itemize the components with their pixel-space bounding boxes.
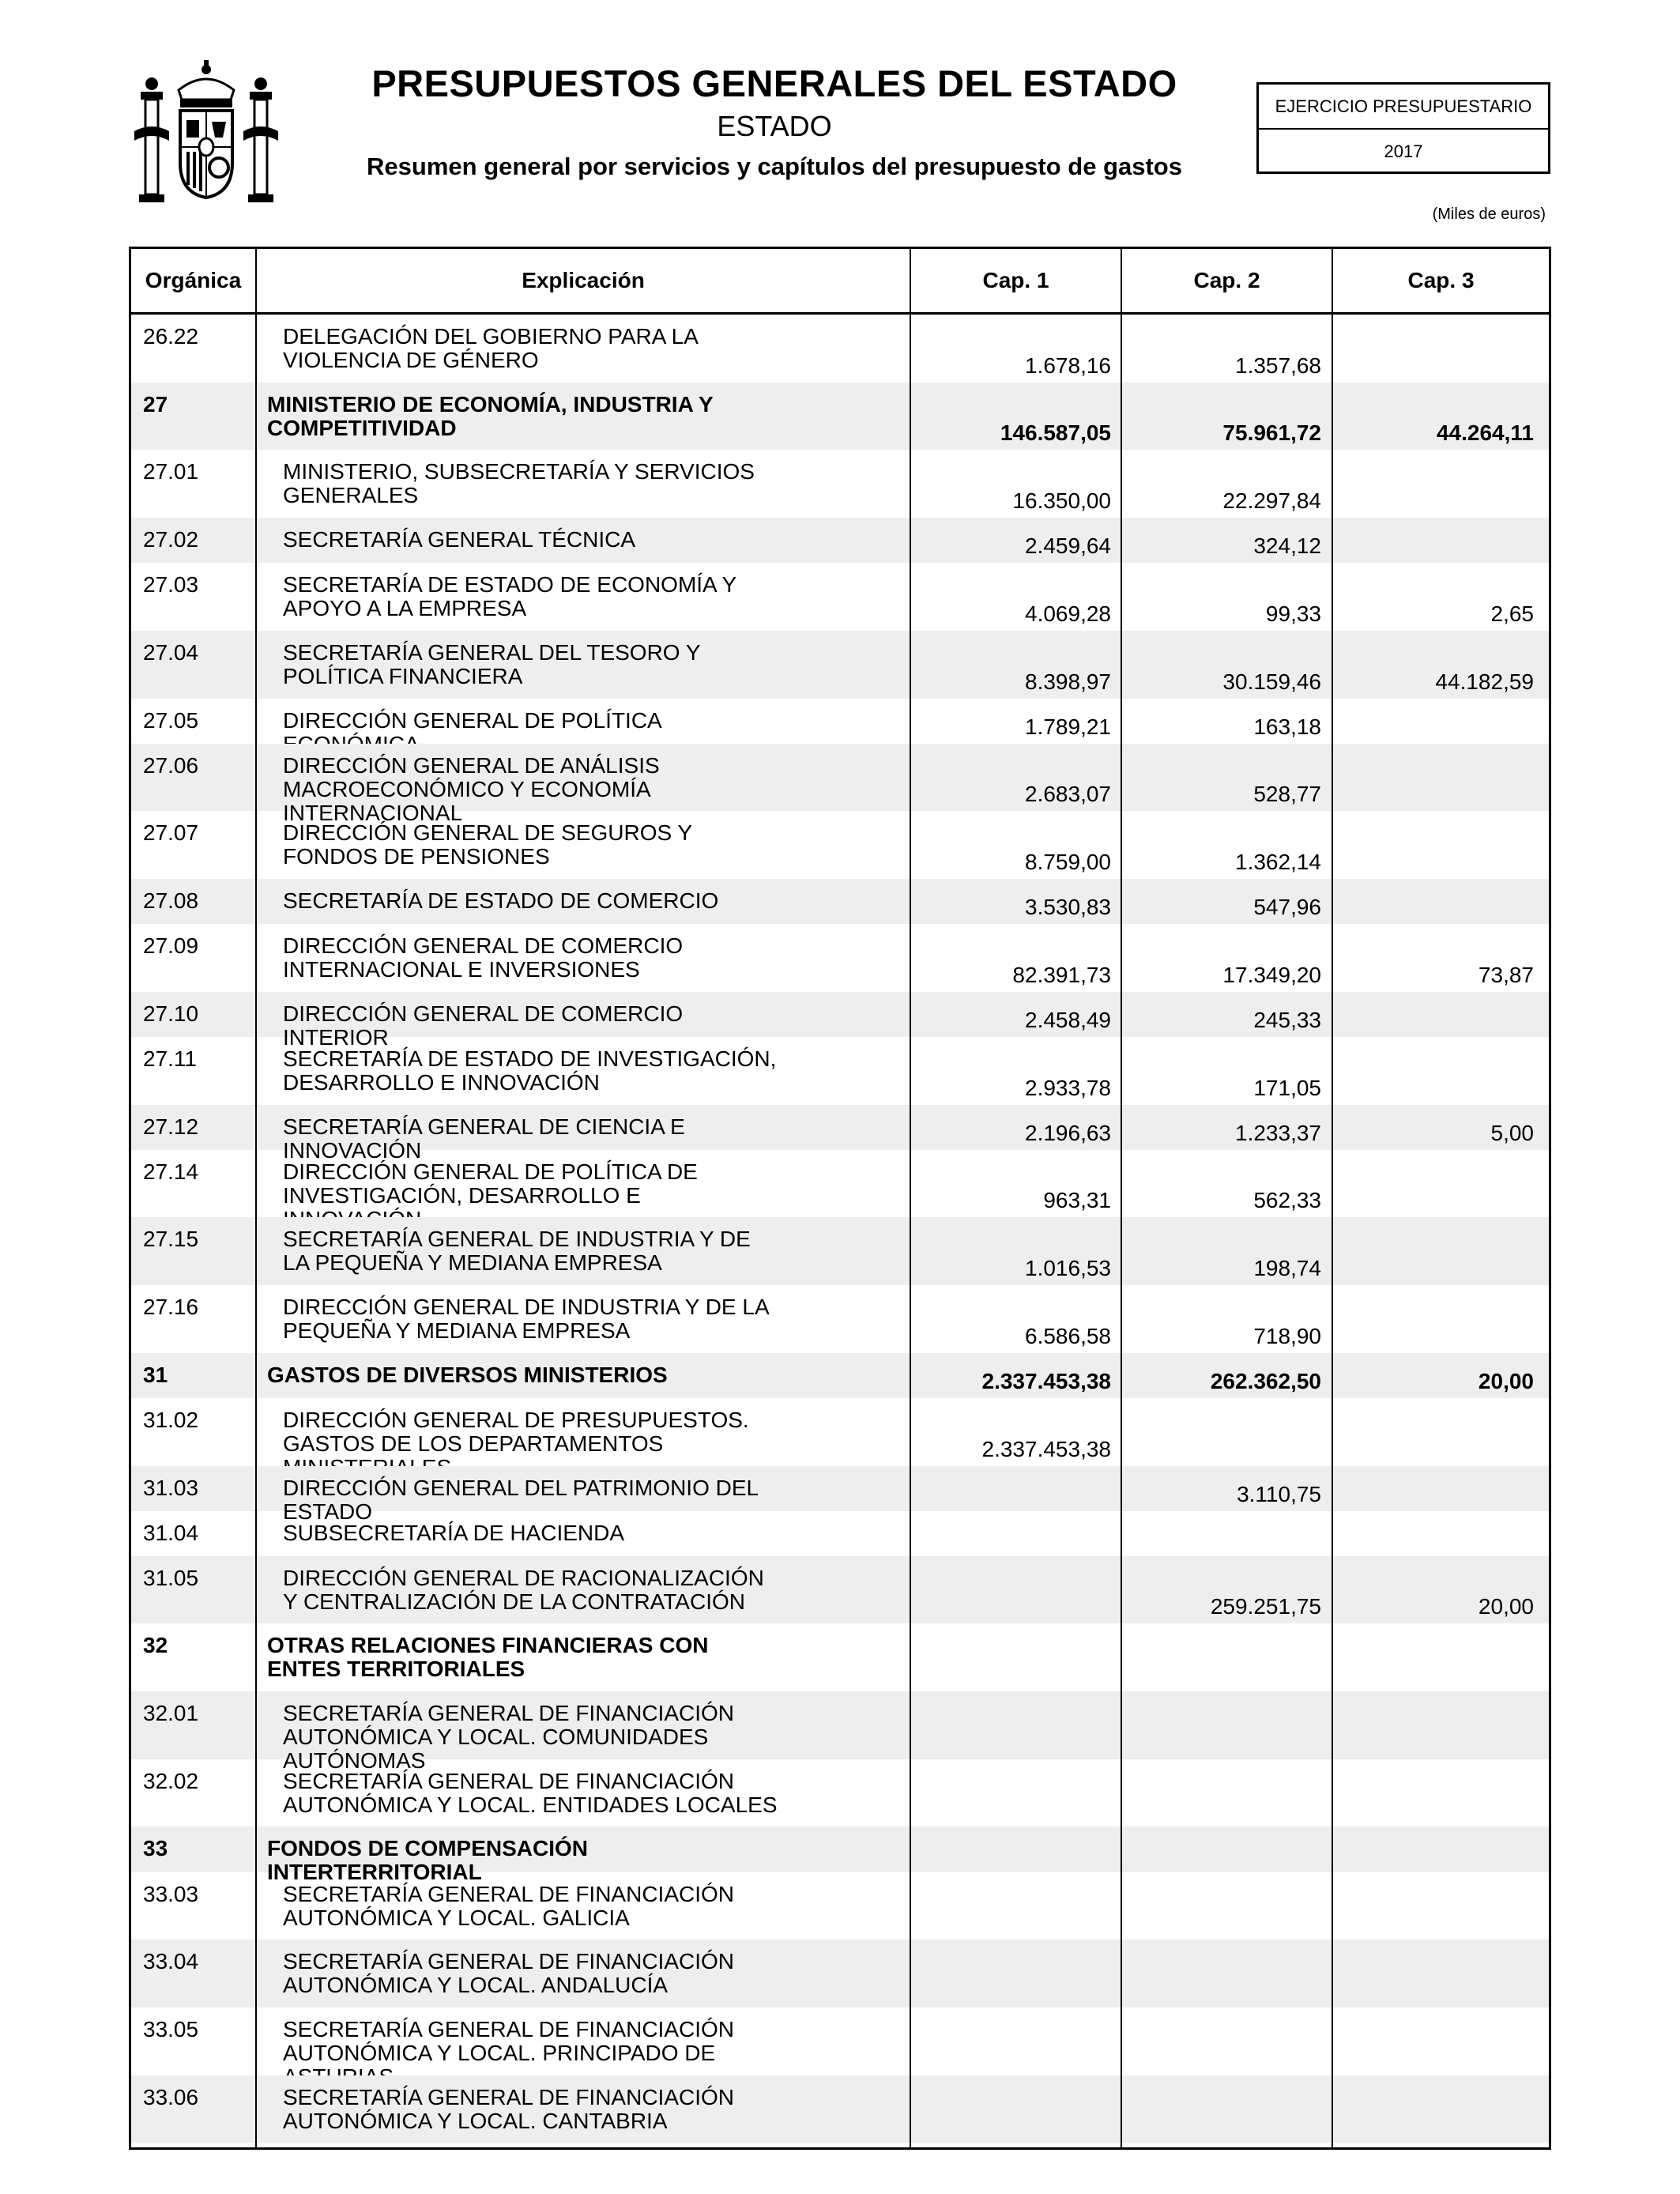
- explicacion-text: DIRECCIÓN GENERAL DE INDUSTRIA Y DE LA PEQUEÑA Y MEDIANA EMPRESA: [283, 1295, 769, 1344]
- cap2-value: 171,05: [1253, 1075, 1321, 1100]
- explicacion-text: SECRETARÍA GENERAL DE CIENCIA E INNOVACIÓN: [283, 1114, 685, 1163]
- cap2-value: 22.297,84: [1222, 488, 1321, 514]
- table-row: [131, 924, 1549, 992]
- organica-code: 27.07: [143, 820, 199, 846]
- column-divider: [255, 249, 257, 2147]
- explicacion-text: SECRETARÍA GENERAL DE FINANCIACIÓN AUTONÓMICA Y LOCAL. ANDALUCÍA: [283, 1949, 734, 1998]
- organica-code: 27.03: [143, 572, 199, 598]
- organica-code: 31.03: [143, 1475, 199, 1500]
- column-divider: [1332, 249, 1333, 2147]
- cap2-value: 198,74: [1253, 1256, 1321, 1281]
- explicacion-text: DIRECCIÓN GENERAL DE POLÍTICA DE INVESTIGACIÓN, DESARROLLO E: [283, 1159, 698, 1208]
- explicacion-text: SECRETARÍA GENERAL DEL TESORO Y POLÍTICA FINANCIERA: [283, 639, 701, 688]
- organica-code: 32: [143, 1633, 168, 1658]
- cap1-value: 1.678,16: [1025, 352, 1111, 378]
- explicacion-text: GASTOS DE DIVERSOS MINISTERIOS: [267, 1362, 668, 1387]
- table-row: [131, 1623, 1549, 1691]
- cap2-value: 3.110,75: [1237, 1481, 1321, 1506]
- table-row: [131, 1466, 1549, 1524]
- cap2-value: 1.233,37: [1235, 1120, 1321, 1145]
- table-row: [131, 1556, 1549, 1624]
- cap3-value: 20,00: [1478, 1594, 1534, 1619]
- organica-code: 27.10: [143, 1001, 199, 1026]
- table-row: [131, 2075, 1549, 2143]
- organica-code: 31.02: [143, 1407, 199, 1432]
- page-title: PRESUPUESTOS GENERALES DEL ESTADO: [371, 62, 1177, 104]
- header-titles: [316, 62, 1233, 182]
- explicacion-text: DELEGACIÓN DEL GOBIERNO PARA LA VIOLENCIA DE GÉNERO: [283, 324, 698, 372]
- header-cap2: Cap. 2: [1193, 268, 1260, 292]
- cap3-value: 20,00: [1478, 1368, 1534, 1393]
- cap3-value: 44.182,59: [1435, 669, 1534, 694]
- explicacion-text: OTRAS RELACIONES FINANCIERAS CON ENTES TERRITORIALES: [267, 1633, 709, 1682]
- explicacion-text: SECRETARÍA DE ESTADO DE COMERCIO: [283, 888, 719, 913]
- organica-code: 31.05: [143, 1565, 199, 1590]
- cap2-value: 163,18: [1253, 714, 1321, 739]
- cap1-value: 1.789,21: [1025, 714, 1111, 739]
- cap2-value: 259.251,75: [1210, 1594, 1321, 1619]
- organica-code: 27.11: [143, 1046, 197, 1071]
- table-row: [131, 1150, 1549, 1218]
- organica-code: 27.01: [143, 459, 199, 484]
- cap2-value: 324,12: [1253, 533, 1321, 559]
- organica-code: 33.06: [143, 2084, 199, 2109]
- explicacion-text: SECRETARÍA DE ESTADO DE ECONOMÍA Y APOYO A LA EMPRESA: [283, 572, 736, 621]
- cap1-value: 8.759,00: [1025, 850, 1111, 874]
- explicacion-text: FONDOS DE COMPENSACIÓN INTERTERRITORIAL: [267, 1836, 589, 1885]
- organica-code: 27.09: [143, 933, 199, 959]
- cap3-value: 5,00: [1490, 1120, 1534, 1145]
- table-row: [131, 1940, 1549, 2007]
- cap1-value: 2.337.453,38: [981, 1436, 1111, 1461]
- column-divider: [910, 249, 911, 2147]
- table-row: [131, 2007, 1549, 2075]
- organica-code: 31: [143, 1362, 168, 1387]
- table-row: [131, 1353, 1549, 1398]
- organica-code: 27.05: [143, 707, 199, 733]
- table-row: [131, 1872, 1549, 1940]
- page-subtitle: ESTADO: [717, 110, 832, 142]
- coat-of-arms-icon: [131, 52, 281, 210]
- cap2-value: 99,33: [1265, 601, 1321, 626]
- explicacion-text: MINISTERIO DE ECONOMÍA, INDUSTRIA Y COMPETITIVIDAD: [267, 391, 714, 440]
- cap2-value: 562,33: [1253, 1188, 1321, 1213]
- header-cap3: Cap. 3: [1407, 268, 1475, 292]
- table-row: [131, 1285, 1549, 1353]
- table-row: [131, 518, 1549, 563]
- explicacion-text: SUBSECRETARÍA DE HACIENDA: [283, 1520, 625, 1545]
- organica-code: 27.12: [143, 1114, 199, 1139]
- table-row: [131, 879, 1549, 924]
- cap1-value: 963,31: [1043, 1188, 1111, 1213]
- explicacion-text: DIRECCIÓN GENERAL DE PRESUPUESTOS. GASTOS DE LOS DEPARTAMENTOS: [283, 1407, 749, 1456]
- table-row: [131, 383, 1549, 450]
- cap3-value: 73,87: [1478, 962, 1534, 987]
- organica-code: 27.04: [143, 639, 199, 665]
- table-row: [131, 315, 1549, 383]
- explicacion-text: SECRETARÍA GENERAL DE FINANCIACIÓN AUTONÓMICA Y LOCAL. GALICIA: [283, 1881, 734, 1930]
- cap2-value: 1.362,14: [1235, 850, 1321, 874]
- units-label: (Miles de euros): [1432, 205, 1546, 223]
- organica-code: 33.03: [143, 1881, 199, 1906]
- organica-code: 32.02: [143, 1768, 199, 1793]
- explicacion-text: DIRECCIÓN GENERAL DE RACIONALIZACIÓN Y CENTRALIZACIÓN DE LA CONTRATACIÓN: [283, 1565, 764, 1614]
- table-row: [131, 699, 1549, 744]
- cap1-value: 4.069,28: [1025, 601, 1111, 626]
- cap1-value: 2.458,49: [1025, 1007, 1111, 1032]
- explicacion-text: SECRETARÍA GENERAL DE FINANCIACIÓN AUTONÓMICA Y LOCAL. PRINCIPADO DE: [283, 2016, 734, 2065]
- table-row: [131, 1759, 1549, 1827]
- explicacion-text: MINISTERIO, SUBSECRETARÍA Y SERVICIOS GENERALES: [283, 459, 755, 508]
- cap1-value: 6.586,58: [1025, 1323, 1111, 1348]
- explicacion-text: SECRETARÍA GENERAL DE FINANCIACIÓN AUTONÓMICA Y LOCAL. COMUNIDADES AUTÓNOMAS: [283, 1701, 734, 1774]
- cap3-value: 2,65: [1490, 601, 1534, 626]
- cap2-value: 17.349,20: [1222, 962, 1321, 987]
- explicacion-text: DIRECCIÓN GENERAL DE SEGUROS Y FONDOS DE PENSIONES: [283, 820, 692, 869]
- explicacion-text: DIRECCIÓN GENERAL DE COMERCIO INTERNACIONAL E INVERSIONES: [283, 933, 684, 982]
- explicacion-text: SECRETARÍA GENERAL DE FINANCIACIÓN AUTONÓMICA Y LOCAL. CANTABRIA: [283, 2084, 734, 2133]
- budget-table: [129, 247, 1551, 2150]
- cap1-value: 2.337.453,38: [981, 1368, 1111, 1393]
- cap1-value: 82.391,73: [1012, 962, 1111, 987]
- cap1-value: 16.350,00: [1012, 488, 1111, 514]
- organica-code: 27: [143, 391, 168, 417]
- table-body: [131, 315, 1549, 2143]
- exercise-year: 2017: [1384, 141, 1423, 161]
- explicacion-text: DIRECCIÓN GENERAL DE COMERCIO INTERIOR: [283, 1001, 684, 1050]
- column-divider: [1121, 249, 1122, 2147]
- header-organica: Orgánica: [145, 268, 242, 292]
- explicacion-text: SECRETARÍA DE ESTADO DE INVESTIGACIÓN, DESARROLLO E INNOVACIÓN: [283, 1046, 777, 1095]
- cap1-value: 2.683,07: [1025, 782, 1111, 807]
- table-row: [131, 1217, 1549, 1285]
- exercise-box: [1256, 82, 1550, 174]
- table-row: [131, 1398, 1549, 1466]
- table-row: [131, 1826, 1549, 1885]
- organica-code: 27.16: [143, 1295, 199, 1320]
- explicacion-text: DIRECCIÓN GENERAL DEL PATRIMONIO DEL ESTADO: [283, 1475, 759, 1524]
- cap2-value: 1.357,68: [1235, 352, 1321, 378]
- table-row: [131, 1105, 1549, 1163]
- organica-code: 27.08: [143, 888, 199, 913]
- organica-code: 33.05: [143, 2016, 199, 2041]
- organica-code: 32.01: [143, 1701, 199, 1726]
- explicacion-text: DIRECCIÓN GENERAL DE ANÁLISIS MACROECONÓMICO Y ECONOMÍA INTERNACIONAL: [283, 752, 660, 825]
- cap2-value: 262.362,50: [1210, 1368, 1321, 1393]
- explicacion-text: SECRETARÍA GENERAL DE FINANCIACIÓN AUTONÓMICA Y LOCAL. ENTIDADES LOCALES: [283, 1768, 778, 1817]
- cap1-value: 2.933,78: [1025, 1075, 1111, 1100]
- organica-code: 27.14: [143, 1159, 199, 1184]
- table-row: [131, 992, 1549, 1050]
- header-cap1: Cap. 1: [982, 268, 1049, 292]
- organica-code: 27.06: [143, 752, 199, 778]
- cap1-value: 3.530,83: [1025, 895, 1111, 920]
- table-row: [131, 631, 1549, 699]
- explicacion-text: DIRECCIÓN GENERAL DE POLÍTICA: [283, 707, 661, 733]
- organica-code: 27.02: [143, 527, 199, 552]
- cap3-value: 44.264,11: [1436, 420, 1534, 446]
- organica-code: 31.04: [143, 1520, 199, 1545]
- table-row: [131, 1691, 1549, 1774]
- cap2-value: 75.961,72: [1222, 420, 1321, 446]
- explicacion-text: SECRETARÍA GENERAL DE INDUSTRIA Y DE LA PEQUEÑA Y MEDIANA EMPRESA: [283, 1227, 751, 1276]
- cap2-value: 528,77: [1253, 782, 1321, 807]
- organica-code: 27.15: [143, 1227, 199, 1252]
- organica-code: 33: [143, 1836, 168, 1861]
- cap1-value: 8.398,97: [1025, 669, 1111, 694]
- organica-code: 26.22: [143, 324, 199, 349]
- cap2-value: 718,90: [1253, 1323, 1321, 1348]
- table-row: [131, 563, 1549, 631]
- cap1-value: 2.459,64: [1025, 533, 1111, 559]
- cap2-value: 30.159,46: [1222, 669, 1321, 694]
- table-row: [131, 811, 1549, 879]
- table-row: [131, 744, 1549, 825]
- cap1-value: 146.587,05: [1000, 420, 1111, 446]
- header-explicacion: Explicación: [522, 268, 645, 292]
- page-description: Resumen general por servicios y capítulos del presupuesto de gastos: [367, 153, 1182, 180]
- cap1-value: 2.196,63: [1025, 1120, 1111, 1145]
- exercise-label: EJERCICIO PRESUPUESTARIO: [1259, 85, 1548, 130]
- table-row: [131, 1037, 1549, 1105]
- cap2-value: 245,33: [1253, 1007, 1321, 1032]
- explicacion-text: SECRETARÍA GENERAL TÉCNICA: [283, 527, 636, 552]
- table-header: [131, 249, 1549, 315]
- cap1-value: 1.016,53: [1025, 1256, 1111, 1281]
- cap2-value: 547,96: [1253, 895, 1321, 920]
- organica-code: 33.04: [143, 1949, 199, 1974]
- table-row: [131, 1511, 1549, 1556]
- table-row: [131, 450, 1549, 518]
